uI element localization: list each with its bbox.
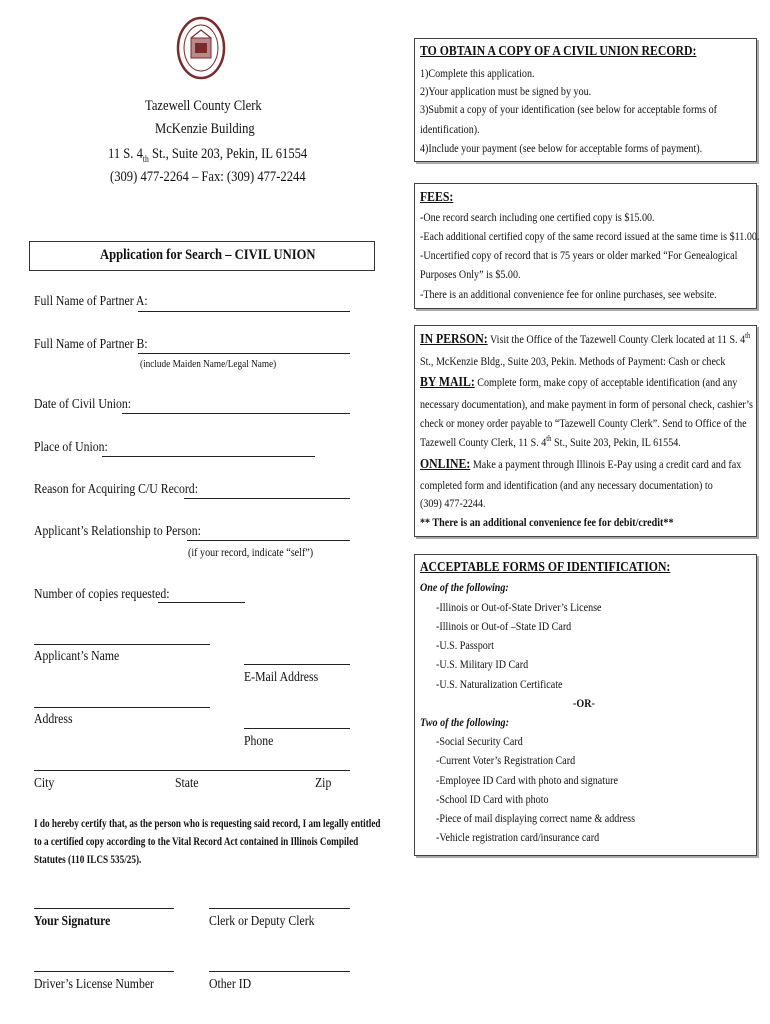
certify-line-1: I do hereby certify that, as the person who is requesting said record, I am legally entitled [34, 818, 381, 830]
relationship-note: (if your record, indicate “self”) [188, 545, 314, 559]
by-mail-text: Complete form, make copy of acceptable identification (and any [477, 375, 738, 389]
in-person-text: Visit the Office of the Tazewell County Clerk located at 11 S. 4 [489, 332, 746, 346]
or-separator: -OR- [573, 696, 595, 710]
city-label: City [34, 776, 55, 791]
by-mail-heading: BY MAIL: [420, 375, 475, 390]
partner-a-label: Full Name of Partner A: [34, 294, 148, 309]
id-two-item: -School ID Card with photo [436, 792, 549, 806]
obtain-line: 1)Complete this application. [420, 66, 535, 80]
by-mail-line-2: necessary documentation), and make payment in form of personal check, cashier’s [420, 397, 753, 411]
copies-label: Number of copies requested: [34, 587, 170, 602]
address-label: Address [34, 712, 73, 727]
zip-label: Zip [315, 776, 332, 791]
by-mail-line-3: check or money order payable to “Tazewell County Clerk”. Send to Office of the [420, 416, 747, 430]
in-person-line-1 [420, 331, 750, 348]
two-of-heading: Two of the following: [420, 715, 509, 729]
relationship-field[interactable] [187, 540, 350, 541]
license-field[interactable] [34, 971, 174, 972]
by-mail-address-rest: St., Suite 203, Pekin, IL 61554. [554, 435, 681, 449]
email-label: E-Mail Address [244, 670, 319, 685]
email-field[interactable] [244, 664, 350, 665]
city-state-zip-field[interactable] [34, 770, 350, 771]
clerk-field[interactable] [209, 908, 350, 909]
online-line-3: (309) 477-2244. [420, 496, 486, 510]
building-name: McKenzie Building [155, 121, 255, 137]
form-title: Application for Search – CIVIL UNION [100, 247, 316, 263]
obtain-line: 3)Submit a copy of your identification (see below for acceptable forms of [420, 102, 717, 116]
online-line-1 [420, 457, 741, 473]
other-id-field[interactable] [209, 971, 350, 972]
office-address [108, 144, 307, 163]
reason-field[interactable] [184, 498, 350, 499]
phone-fax: (309) 477-2264 – Fax: (309) 477-2244 [110, 169, 306, 185]
fees-heading: FEES: [420, 190, 454, 205]
fees-line: -Uncertified copy of record that is 75 years or older marked “For Genealogical [420, 248, 738, 262]
date-of-union-field[interactable] [122, 413, 350, 414]
signature-field[interactable] [34, 908, 174, 909]
by-mail-line-4 [420, 434, 681, 450]
reason-label: Reason for Acquiring C/U Record: [34, 482, 198, 497]
by-mail-line-1 [420, 375, 737, 391]
address-street: 11 S. 4 [108, 146, 143, 162]
in-person-line-2: St., McKenzie Bldg., Suite 203, Pekin. Methods of Payment: Cash or check [420, 354, 726, 368]
id-two-item: -Employee ID Card with photo and signature [436, 773, 618, 787]
signature-label: Your Signature [34, 914, 111, 929]
online-heading: ONLINE: [420, 457, 471, 472]
place-of-union-label: Place of Union: [34, 440, 108, 455]
certify-line-2: to a certified copy according to the Vital Record Act contained in Illinois Compiled [34, 836, 359, 848]
copies-field[interactable] [158, 602, 245, 603]
identification-heading: ACCEPTABLE FORMS OF IDENTIFICATION: [420, 560, 671, 575]
id-two-item: -Social Security Card [436, 734, 523, 748]
obtain-line: 4)Include your payment (see below for acceptable forms of payment). [420, 141, 703, 155]
relationship-label: Applicant’s Relationship to Person: [34, 524, 201, 539]
id-two-item: -Piece of mail displaying correct name & address [436, 811, 636, 825]
obtain-line: identification). [420, 122, 480, 136]
obtain-line: 2)Your application must be signed by you. [420, 84, 592, 98]
fees-line: -Each additional certified copy of the same record issued at the same time is $11.00. [420, 229, 760, 243]
certify-line-3: Statutes (110 ILCS 535/25). [34, 854, 142, 866]
in-person-heading: IN PERSON: [420, 332, 488, 347]
phone-field[interactable] [244, 728, 350, 729]
id-one-item: -Illinois or Out-of-State Driver’s License [436, 600, 602, 614]
by-mail-superscript: th [546, 434, 552, 443]
by-mail-address: Tazewell County Clerk, 11 S. 4 [420, 435, 547, 449]
partner-a-field[interactable] [138, 311, 350, 312]
id-one-item: -U.S. Passport [436, 638, 494, 652]
applicant-name-label: Applicant’s Name [34, 649, 120, 664]
partner-b-label: Full Name of Partner B: [34, 337, 148, 352]
applicant-name-field[interactable] [34, 644, 210, 645]
id-one-item: -U.S. Naturalization Certificate [436, 677, 563, 691]
convenience-fee-note: ** There is an additional convenience fee for debit/credit** [420, 515, 674, 529]
date-of-union-label: Date of Civil Union: [34, 397, 132, 412]
fees-line: Purposes Only” is $5.00. [420, 267, 521, 281]
id-one-item: -U.S. Military ID Card [436, 657, 529, 671]
one-of-heading: One of the following: [420, 580, 509, 594]
state-label: State [175, 776, 199, 791]
partner-b-note: (include Maiden Name/Legal Name) [140, 358, 277, 370]
address-superscript: th [142, 154, 149, 164]
in-person-superscript: th [745, 331, 751, 340]
place-of-union-field[interactable] [102, 456, 315, 457]
clerk-label: Clerk or Deputy Clerk [209, 914, 315, 929]
id-two-item: -Vehicle registration card/insurance card [436, 830, 600, 844]
fees-line: -One record search including one certified copy is $15.00. [420, 210, 655, 224]
partner-b-field[interactable] [138, 353, 350, 354]
address-field[interactable] [34, 707, 210, 708]
online-text: Make a payment through Illinois E-Pay using a credit card and fax [472, 457, 742, 471]
online-line-2: completed form and identification (and any necessary documentation) to [420, 478, 713, 492]
id-one-item: -Illinois or Out-of –State ID Card [436, 619, 572, 633]
county-seal [176, 16, 226, 80]
license-label: Driver’s License Number [34, 977, 154, 992]
id-two-item: -Current Voter’s Registration Card [436, 753, 576, 767]
address-city: St., Suite 203, Pekin, IL 61554 [151, 146, 308, 162]
obtain-heading: TO OBTAIN A COPY OF A CIVIL UNION RECORD: [420, 44, 697, 59]
fees-line: -There is an additional convenience fee for online purchases, see website. [420, 287, 717, 301]
other-id-label: Other ID [209, 977, 252, 992]
office-name: Tazewell County Clerk [145, 98, 262, 114]
phone-label: Phone [244, 734, 274, 749]
